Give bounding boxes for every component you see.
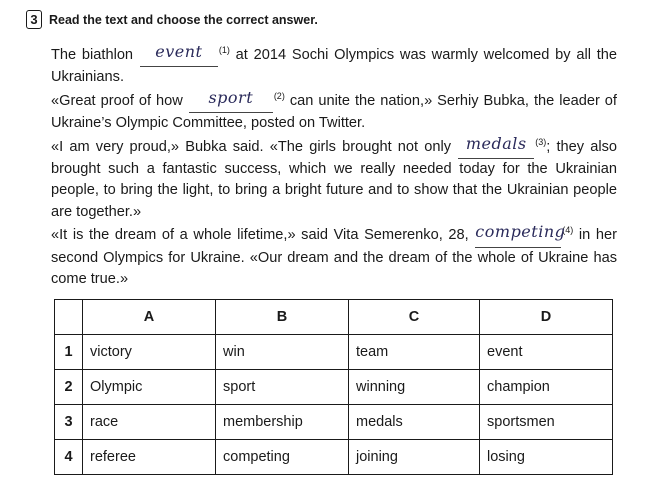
gap-3-handwritten-answer: medals xyxy=(465,133,527,153)
text-segment: «I am very proud,» Bubka said. «The girls brought not only xyxy=(51,138,452,155)
row-number: 3 xyxy=(55,405,83,440)
table-row xyxy=(55,405,613,440)
gap-3-blank[interactable] xyxy=(458,135,534,159)
option-cell[interactable]: joining xyxy=(349,440,480,475)
option-cell[interactable]: team xyxy=(349,335,480,370)
option-cell[interactable]: referee xyxy=(83,440,216,475)
column-header-a: A xyxy=(83,300,216,335)
text-segment: in her second Olympics for Ukraine. «Our dream and the dream of the whole of Ukraine has come true.» xyxy=(51,227,617,288)
option-cell[interactable]: sportsmen xyxy=(480,405,613,440)
option-cell[interactable]: champion xyxy=(480,370,613,405)
paragraph-3 xyxy=(51,135,617,224)
row-number: 1 xyxy=(55,335,83,370)
table-row xyxy=(55,440,613,475)
table-header-row xyxy=(55,300,613,335)
option-cell[interactable]: sport xyxy=(216,370,349,405)
text-segment: can unite the nation,» Serhiy Bubka, the leader of Ukraine’s Olympic Committee, posted on Twitter. xyxy=(51,92,617,132)
gap-2-number: (2) xyxy=(273,90,285,101)
task-instruction: Read the text and choose the correct answer. xyxy=(49,12,318,27)
gap-4-blank[interactable] xyxy=(475,222,566,247)
gap-1-number: (1) xyxy=(218,45,230,56)
gap-4-handwritten-answer: competing xyxy=(475,222,566,242)
paragraph-2 xyxy=(51,89,617,135)
text-segment: at 2014 Sochi Olympics was warmly welcomed by all the Ukrainians. xyxy=(51,47,618,86)
gap-1-handwritten-answer: event xyxy=(155,42,203,61)
option-cell[interactable]: victory xyxy=(83,335,216,370)
gap-3-number: (3) xyxy=(535,136,547,147)
table-corner-cell xyxy=(55,300,83,335)
task-number-badge: 3 xyxy=(26,10,42,29)
option-cell[interactable]: win xyxy=(216,335,349,370)
text-segment: ; they also brought such a fantastic success, which we really needed today for the Ukrainian people, to bring the light, to bring a bright future and to show that the Ukrainian people are together.» xyxy=(51,138,617,220)
table-row xyxy=(55,335,613,370)
option-cell[interactable]: losing xyxy=(480,440,613,475)
option-cell[interactable]: medals xyxy=(349,405,480,440)
gap-1-blank[interactable] xyxy=(140,43,218,67)
gap-2-handwritten-answer: sport xyxy=(208,87,254,107)
option-cell[interactable]: event xyxy=(480,335,613,370)
gap-4-number: (4) xyxy=(562,225,574,236)
text-segment: The biathlon xyxy=(51,47,134,63)
option-cell[interactable]: membership xyxy=(216,405,349,440)
row-number: 4 xyxy=(55,440,83,475)
paragraph-1 xyxy=(51,43,617,89)
gap-2-blank[interactable] xyxy=(189,89,273,113)
table-row xyxy=(55,370,613,405)
option-cell[interactable]: Olympic xyxy=(83,370,216,405)
answer-options-table xyxy=(54,299,613,475)
option-cell[interactable]: race xyxy=(83,405,216,440)
reading-passage xyxy=(51,43,617,290)
paragraph-4 xyxy=(51,223,617,290)
option-cell[interactable]: competing xyxy=(216,440,349,475)
column-header-b: B xyxy=(216,300,349,335)
option-cell[interactable]: winning xyxy=(349,370,480,405)
column-header-c: C xyxy=(349,300,480,335)
text-segment: «Great proof of how xyxy=(51,92,183,109)
row-number: 2 xyxy=(55,370,83,405)
task-header xyxy=(26,10,318,29)
text-segment: «It is the dream of a whole lifetime,» said Vita Semerenko, 28, xyxy=(51,227,469,244)
column-header-d: D xyxy=(480,300,613,335)
